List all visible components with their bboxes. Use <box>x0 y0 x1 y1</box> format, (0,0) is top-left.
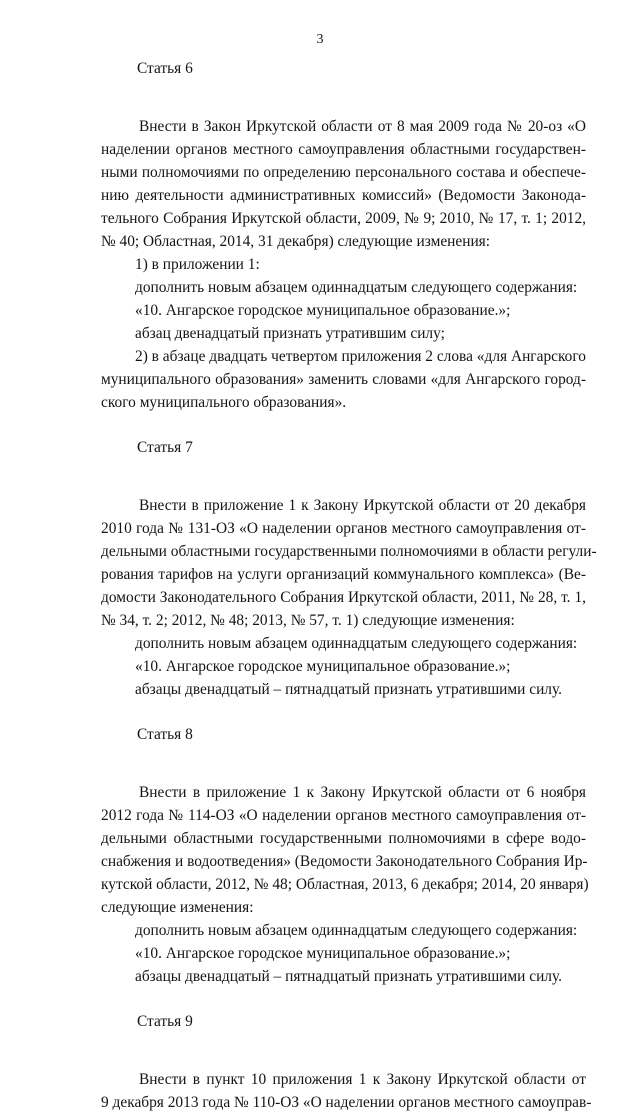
paragraph-line: Внести в Закон Иркутской области от 8 мая 2009 года № 20-оз «О <box>139 118 586 135</box>
paragraph-line: дельными областными государственными полномочиями в области регули- <box>101 543 597 560</box>
paragraph-line: следующие изменения: <box>101 899 254 916</box>
paragraph-line: 2010 года № 131-ОЗ «О наделении органов местного самоуправления от- <box>101 520 586 537</box>
paragraph-line: абзацы двенадцатый – пятнадцатый признать утратившими силу. <box>135 681 562 698</box>
paragraph-line: 1) в приложении 1: <box>135 256 260 273</box>
paragraph-line: абзац двенадцатый признать утратившим силу; <box>135 325 445 342</box>
paragraph-line: «10. Ангарское городское муниципальное образование.»; <box>135 945 511 962</box>
paragraph-line: наделении органов местного самоуправления областными государствен- <box>101 141 586 158</box>
paragraph-line: рования тарифов на услуги организаций коммунального комплекса» (Ве- <box>101 566 586 583</box>
paragraph-line: 2) в абзаце двадцать четвертом приложения 2 слова «для Ангарского <box>135 348 586 365</box>
article-heading: Статья 6 <box>137 60 193 77</box>
paragraph-line: снабжения и водоотведения» (Ведомости Законодательного Собрания Ир- <box>101 853 588 870</box>
paragraph-line: дополнить новым абзацем одиннадцатым следующего содержания: <box>135 922 578 939</box>
article-heading: Статья 9 <box>137 1013 193 1030</box>
paragraph-line: ского муниципального образования». <box>101 394 347 411</box>
paragraph-line: нию деятельности административных комиссий» (Ведомости Законода- <box>101 187 586 204</box>
paragraph-line: № 40; Областная, 2014, 31 декабря) следующие изменения: <box>101 233 491 250</box>
paragraph-line: домости Законодательного Собрания Иркутской области, 2011, № 28, т. 1, <box>101 589 586 606</box>
article-heading: Статья 8 <box>137 726 193 743</box>
paragraph-line: дополнить новым абзацем одиннадцатым следующего содержания: <box>135 635 578 652</box>
paragraph-line: дополнить новым абзацем одиннадцатым следующего содержания: <box>135 279 578 296</box>
paragraph-line: «10. Ангарское городское муниципальное образование.»; <box>135 658 511 675</box>
paragraph-line: муниципального образования» заменить словами «для Ангарского город- <box>101 371 586 388</box>
paragraph-line: ными полномочиями по определению персонального состава и обеспече- <box>101 164 586 181</box>
paragraph-line: Внести в приложение 1 к Закону Иркутской области от 20 декабря <box>139 497 586 514</box>
paragraph-line: кутской области, 2012, № 48; Областная, 2013, 6 декабря; 2014, 20 января) <box>101 876 589 893</box>
paragraph-line: Внести в пункт 10 приложения 1 к Закону Иркутской области от <box>139 1071 586 1088</box>
paragraph-line: 2012 года № 114-ОЗ «О наделении органов местного самоуправления от- <box>101 807 586 824</box>
document-body <box>101 57 597 1114</box>
paragraph-line: дельными областными государственными полномочиями в сфере водо- <box>101 830 586 847</box>
page-number: 3 <box>316 32 324 47</box>
paragraph-line: 9 декабря 2013 года № 110-ОЗ «О наделении органов местного самоуправ- <box>101 1094 592 1111</box>
paragraph-line: «10. Ангарское городское муниципальное образование.»; <box>135 302 511 319</box>
paragraph-line: Внести в приложение 1 к Закону Иркутской области от 6 ноября <box>139 784 586 801</box>
paragraph-line: тельного Собрания Иркутской области, 2009, № 9; 2010, № 17, т. 1; 2012, <box>101 210 586 227</box>
paragraph-line: абзацы двенадцатый – пятнадцатый признать утратившими силу. <box>135 968 562 985</box>
paragraph-line: № 34, т. 2; 2012, № 48; 2013, № 57, т. 1) следующие изменения: <box>101 612 515 629</box>
article-heading: Статья 7 <box>137 439 193 456</box>
